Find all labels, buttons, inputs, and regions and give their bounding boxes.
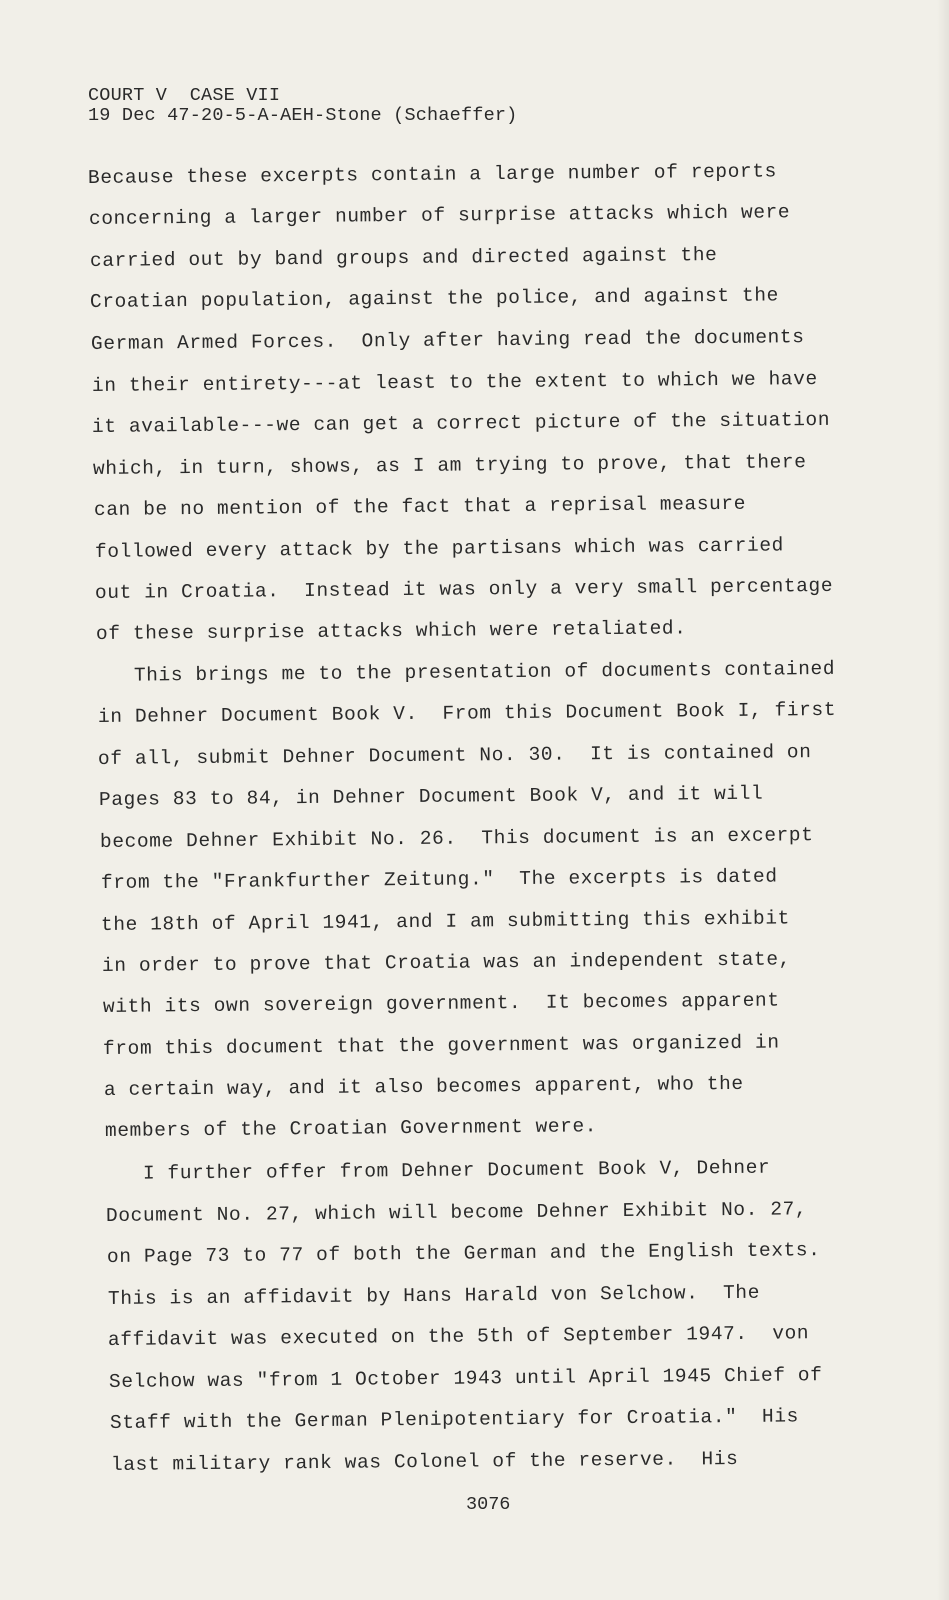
transcript-line: in Dehner Document Book V. From this Document Book I, first (97, 698, 837, 728)
transcript-line: German Armed Forces. Only after having read the documents (90, 326, 805, 355)
header-session-reference: 19 Dec 47-20-5-A-AEH-Stone (Schaeffer) (88, 105, 518, 126)
transcript-line: members of the Croatian Government were. (104, 1115, 598, 1142)
transcript-line: in their entirety---at least to the extent to which we have (91, 368, 818, 397)
transcript-line: carried out by band groups and directed against the (89, 243, 718, 272)
transcript-line: can be no mention of the fact that a reprisal measure (93, 492, 747, 521)
transcript-line: it available---we can get a correct picture of the situation (91, 408, 831, 438)
transcript-line: of these surprise attacks which were retaliated. (95, 617, 687, 645)
transcript-line: in order to prove that Croatia was an independent state, (101, 948, 791, 977)
transcript-line: out in Croatia. Instead it was only a very small percentage (94, 574, 834, 604)
transcript-line: Document No. 27, which will become Dehner Exhibit No. 27, (105, 1198, 808, 1227)
transcript-line: This is an affidavit by Hans Harald von Selchow. The (107, 1281, 761, 1310)
page-number: 3076 (466, 1494, 511, 1515)
transcript-line: which, in turn, shows, as I am trying to prove, that there (92, 451, 807, 480)
header-court-case: COURT V CASE VII (88, 85, 281, 106)
transcript-line: affidavit was executed on the 5th of September 1947. von (107, 1322, 810, 1351)
transcript-line: Because these excerpts contain a large number of reports (87, 160, 777, 189)
transcript-line: become Dehner Exhibit No. 26. This document is an excerpt (99, 824, 814, 853)
transcript-line: from this document that the government was organized in (102, 1031, 780, 1060)
transcript-line: of all, submit Dehner Document No. 30. It is contained on (97, 741, 812, 770)
transcript-line: I further offer from Dehner Document Book V, Dehner (105, 1156, 771, 1185)
transcript-line: Croatian population, against the police, and against the (89, 284, 779, 313)
transcript-line: with its own sovereign government. It becomes apparent (102, 989, 780, 1018)
transcript-line: concerning a larger number of surprise attacks which were (88, 201, 791, 230)
transcript-line: followed every attack by the partisans which was carried (94, 534, 784, 563)
transcript-line: on Page 73 to 77 of both the German and the English texts. (106, 1239, 821, 1268)
transcript-line: Pages 83 to 84, in Dehner Document Book V, and it will (98, 782, 764, 811)
transcript-line: the 18th of April 1941, and I am submitting this exhibit (100, 907, 790, 936)
transcript-line: from the "Frankfurther Zeitung." The excerpts is dated (100, 865, 778, 894)
transcript-line: Selchow was "from 1 October 1943 until April 1945 Chief of (108, 1364, 823, 1393)
transcript-line: Staff with the German Plenipotentiary for Croatia." His (109, 1405, 799, 1434)
transcript-line: last military rank was Colonel of the reserve. His (110, 1447, 739, 1476)
transcript-line: This brings me to the presentation of documents contained (96, 657, 836, 687)
transcript-line: a certain way, and it also becomes apparent, who the (103, 1072, 744, 1101)
